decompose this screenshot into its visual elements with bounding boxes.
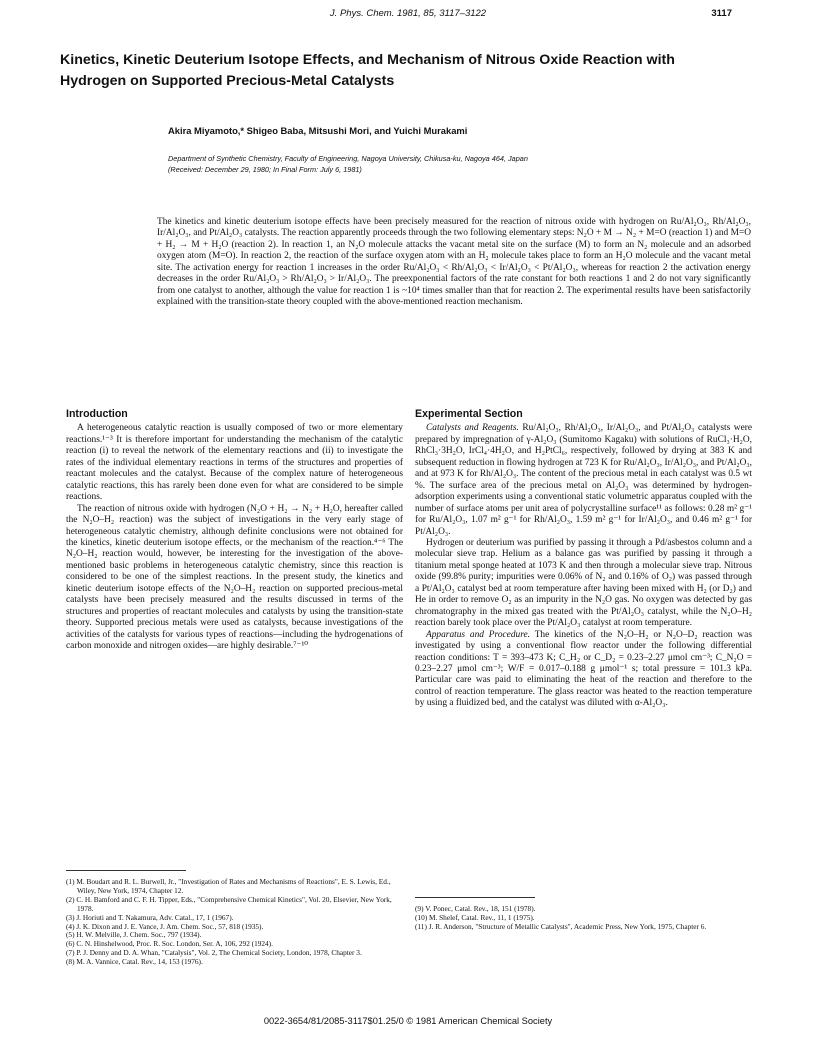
experimental-paragraph-1 [415,423,752,538]
author-list: Akira Miyamoto,* Shigeo Baba, Mitsushi Mori, and Yuichi Murakami [168,125,468,136]
footnotes-left [66,870,403,967]
footnote: (4) J. K. Dixon and J. E. Vance, J. Am. Chem. Soc., 57, 818 (1935). [66,921,264,931]
experimental-heading: Experimental Section [415,408,523,420]
introduction-heading: Introduction [66,408,128,420]
footnote: (11) J. R. Anderson, "Structure of Metallic Catalysts", Academic Press, New York, 1975, Chapter 6. [415,921,707,931]
footnote: (1) M. Boudart and R. L. Burwell, Jr., "Investigation of Rates and Mechanisms of Reactions", E. S. Lewis, Ed., Wiley, New York, 1974, Chapter 12. [66,877,391,895]
introduction-paragraph-2: The reaction of nitrous oxide with hydrogen (N₂O + H₂ → N₂ + H₂O, hereafter called the N₂O–H₂ reaction) was the subject of investigations in the very early stage of heterogeneous catalytic chemistry, although definite conclusions were not obtained for the kinetics, kinetic deuterium isotope effects, or the mechanism of the reaction.⁴⁻⁶ The N₂O–H₂ reaction would, however, be interesting for the investigation of the above-mentioned basic problems in heterogeneous catalytic chemistry, since this reaction is considered to be one of the simplest reactions. In the present study, the kinetics and kinetic deuterium isotope effects of the N₂O–H₂ reaction on supported precious-metal catalysts have been precisely measured and the results discussed in terms of the structures and properties of reactant molecules and catalysts by using the transition-state theory. Supported precious metals were used as catalysts, because investigations of the activities of the catalysts for various types of reactions—including the hydrogenations of carbon monoxide and nitrogen oxides—are highly desirable.⁷⁻¹⁰ [66,503,403,652]
runin-heading-catalysts: Catalysts and Reagents. [426,423,519,434]
footnote: (10) M. Shelef, Catal. Rev., 11, 1 (1975). [415,912,535,922]
runin-heading-apparatus: Apparatus and Procedure. [426,629,531,640]
left-column [66,409,403,653]
experimental-paragraph-3 [415,630,752,710]
footnote: (3) J. Horiuti and T. Nakamura, Adv. Catal., 17, 1 (1967). [66,912,234,922]
journal-citation: J. Phys. Chem. 1981, 85, 3117–3122 [329,8,487,19]
footnote: (5) H. W. Melville, J. Chem. Soc., 797 (1934). [66,930,202,940]
footnote: (9) V. Ponec, Catal. Rev., 18, 151 (1978). [415,904,536,913]
article-title: Kinetics, Kinetic Deuterium Isotope Effects, and Mechanism of Nitrous Oxide Reaction with Hydrogen on Supported Precious-Metal Catalysts [60,52,675,89]
affiliation: Department of Synthetic Chemistry, Faculty of Engineering, Nagoya University, Chikusa-ku, Nagoya 464, Japan [168,154,528,163]
footnote: (7) P. J. Denny and D. A. Whan, "Catalysis", Vol. 2, The Chemical Society, London, 1978, Chapter 3. [66,948,362,958]
paragraph-text: The kinetics of the N₂O–H₂ or N₂O–D₂ reaction was investigated by using a conventional flow reactor under the following differential reaction conditions: T = 393–473 K; C_H₂ or C_D₂ = 0.23–2.27 μmol cm⁻³; C_N₂O = 0.23–2.27 μmol cm⁻³; W/F = 0.017–0.188 g μmol⁻¹ s; total pressure = 101.3 kPa. Particular care was paid to eliminating the heat of the reaction and therefore to the control of reaction temperature. The glass reactor was heated to the reaction temperature by using a fluidized bed, and the catalyst was diluted with α-Al₂O₃. [415,629,752,709]
introduction-paragraph-1: A heterogeneous catalytic reaction is usually composed of two or more elementary reactions.¹⁻³ It is therefore important for understanding the mechanism of the catalytic reaction (i) to reveal the network of the elementary reactions and (ii) to investigate the rates of the individual elementary reactions in terms of the structures and properties of reactant molecules and the catalyst. Because of the complex nature of heterogeneous catalytic reactions, this has rarely been done even for what are considered to be simple reactions. [66,423,403,503]
received-dates: (Received: December 29, 1980; In Final Form: July 6, 1981) [168,165,362,174]
abstract: The kinetics and kinetic deuterium isotope effects have been precisely measured for the reaction of nitrous oxide with hydrogen on Ru/Al₂O₃, Rh/Al₂O₃, Ir/Al₂O₃, and Pt/Al₂O₃ catalysts. The reaction apparently proceeds through the two following elementary steps: N₂O + M → N₂ + M=O (reaction 1) and M=O + H₂ → M + H₂O (reaction 2). In reaction 1, an N₂O molecule attacks the vacant metal site on the surface (M) to form an N₂ molecule and an adsorbed oxygen atom (M=O). In reaction 2, the reaction of the surface oxygen atom with an H₂ molecule takes place to form an H₂O molecule and the vacant metal site. The activation energy for reaction 1 increases in the order Ru/Al₂O₃ < Rh/Al₂O₃ < Ir/Al₂O₃ < Pt/Al₂O₃, whereas for reaction 2 the activation energy decreases in the order Ru/Al₂O₃ > Rh/Al₂O₃ > Ir/Al₂O₃. The preexponential factors of the rate constant for both reactions 1 and 2 do not vary significantly from one catalyst to another, although the value for reaction 1 is ~10⁴ times smaller than that for reaction 2. The experimental results have been satisfactorily explained with the transition-state theory coupled with the above-mentioned reaction mechanism. [157,217,751,308]
paragraph-text: Ru/Al₂O₃, Rh/Al₂O₃, Ir/Al₂O₃, and Pt/Al₂O₃ catalysts were prepared by impregnation of γ-Al₂O₃ (Sumitomo Kagaku) with solutions of RuCl₃·H₂O, RhCl₃·3H₂O, IrCl₄·4H₂O, and H₂PtCl₆, respectively, followed by drying at 383 K and subsequent reduction in flowing hydrogen at 723 K for Ru/Al₂O₃, Ir/Al₂O₃, and Pt/Al₂O₃, and at 973 K for Rh/Al₂O₃. The content of the precious metal in each catalyst was 0.5 wt %. The surface area of the precious metal on Al₂O₃ was determined by hydrogen-adsorption experiments using a conventional static volumetric apparatus coupled with the number of surface atoms per unit area of polycrystalline surface¹¹ as follows: 0.28 m² g⁻¹ for Ru/Al₂O₃, 1.07 m² g⁻¹ for Rh/Al₂O₃, 1.59 m² g⁻¹ for Ir/Al₂O₃, and 0.46 m² g⁻¹ for Pt/Al₂O₃. [415,423,753,537]
experimental-paragraph-2: Hydrogen or deuterium was purified by passing it through a Pd/asbestos column and a molecular sieve trap. Helium as a balance gas was purified by passing it through a titanium metal sponge heated at 1073 K and then through a molecular sieve trap. Nitrous oxide (99.8% purity; impurities were 0.06% of N₂ and 0.16% of O₂) was passed through a Pt/Al₂O₃ catalyst bed at room temperature after having been mixed with H₂ (or D₂) and He in order to remove O₂ as an impurity in the N₂O gas. No oxygen was detected by gas chromatography in the mixed gas treated with the Pt/Al₂O₃ catalyst, while the N₂O–H₂ reaction barely took place over the Pt/Al₂O₃ catalyst at room temperature. [415,537,752,629]
footnote-rule [66,870,186,871]
running-head [0,8,816,22]
copyright-footer: 0022-3654/81/2085-3117$01.25/0 © 1981 American Chemical Society [263,1016,553,1026]
footnote: (2) C. H. Bamford and C. F. H. Tipper, Eds., "Comprehensive Chemical Kinetics", Vol. 20, Elsevier, New York, 1978. [66,894,392,913]
footnote: (6) C. N. Hinshelwood, Proc. R. Soc. London, Ser. A, 106, 292 (1924). [66,939,273,949]
footnote: (8) M. A. Vannice, Catal. Rev., 14, 153 (1976). [66,957,203,967]
right-column [415,409,752,710]
page-number: 3117 [711,8,732,19]
affiliation-block [168,153,748,175]
footnotes-right [415,897,752,932]
footnote-rule [415,897,535,898]
